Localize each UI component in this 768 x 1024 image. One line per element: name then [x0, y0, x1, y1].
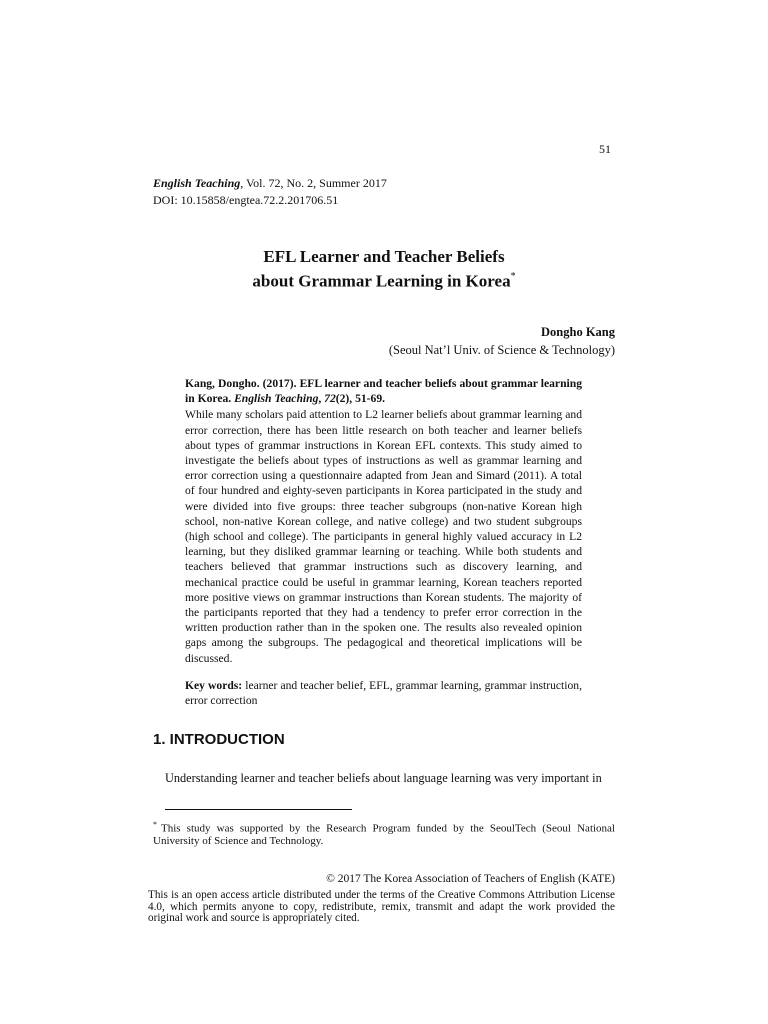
page-number: 51: [599, 142, 611, 156]
footnote-text: This study was supported by the Research Program funded by the SeoulTech (Seoul National University of Science and Technology.: [153, 822, 615, 848]
journal-name: English Teaching: [153, 176, 241, 190]
license-notice: This is an open access article distributed under the terms of the Creative Commons Attribution License 4.0, which permits anyone to copy, redistribute, remix, transmit and adapt the work provided the original work and source is appropriately cited.: [148, 889, 615, 924]
keywords-label: Key words:: [185, 678, 243, 692]
title-line-2: [153, 267, 615, 292]
author-block: [389, 323, 615, 359]
journal-doi: DOI: 10.15858/engtea.72.2.201706.51: [153, 193, 339, 207]
journal-header: [153, 175, 387, 209]
citation-pages: (2), 51-69.: [335, 392, 386, 406]
citation-journal: English Teaching: [234, 392, 319, 406]
title-footnote-marker: *: [510, 271, 516, 282]
section-heading: 1. INTRODUCTION: [153, 731, 285, 748]
abstract: [185, 376, 582, 708]
citation-volume: 72: [324, 392, 336, 406]
footnote: [153, 819, 615, 848]
paper-title: [153, 246, 615, 292]
abstract-citation: [185, 376, 582, 406]
keywords: [185, 678, 582, 708]
author-name: Dongho Kang: [541, 325, 615, 339]
author-affiliation: (Seoul Nat’l Univ. of Science & Technology): [388, 343, 615, 357]
footnote-divider: [165, 809, 352, 810]
journal-issue: , Vol. 72, No. 2, Summer 2017: [240, 176, 387, 190]
title-line-2-text: about Grammar Learning in Korea: [252, 271, 511, 291]
footnote-marker: *: [153, 820, 157, 829]
intro-paragraph: Understanding learner and teacher beliefs about language learning was very important in: [165, 771, 602, 785]
journal-citation: [153, 175, 387, 192]
title-line-1: EFL Learner and Teacher Beliefs: [263, 247, 505, 266]
citation-comma: ,: [318, 392, 325, 406]
citation-authors-title: Kang, Dongho. (2017). EFL learner and teacher beliefs about grammar learning in Korea.: [185, 377, 582, 406]
keywords-list: learner and teacher belief, EFL, grammar learning, grammar instruction, error correction: [185, 678, 582, 708]
copyright-notice: © 2017 The Korea Association of Teachers of English (KATE): [326, 873, 615, 885]
abstract-body: While many scholars paid attention to L2 learner beliefs about grammar learning and error correction, there has been little research on both teacher and learner beliefs about types of grammar instructions in Korean EFL contexts. This study aimed to investigate the beliefs about types of instructions as well as grammar learning and error correction using a questionnaire adapted from Jean and Simard (2011). A total of four hundred and eighty-seven participants in Korea participated in the study and were divided into five groups: three teacher subgroups (non-native Korean high school, non-native Korean college, and native college) and two student subgroups (high school and college). The participants in general highly valued accuracy in L2 learning, but they disliked grammar learning or teaching. While both students and teachers believed that grammar instructions such as discovery learning, and mechanical practice could be useful in grammar learning, Korean teachers reported more positive views on grammar instructions than Korean students. The majority of the participants reported that they had a tendency to prefer error correction in the written production rather than in the spoken one. The results also revealed opinion gaps among the subgroups. The pedagogical and theoretical implications will be discussed.: [185, 408, 582, 665]
